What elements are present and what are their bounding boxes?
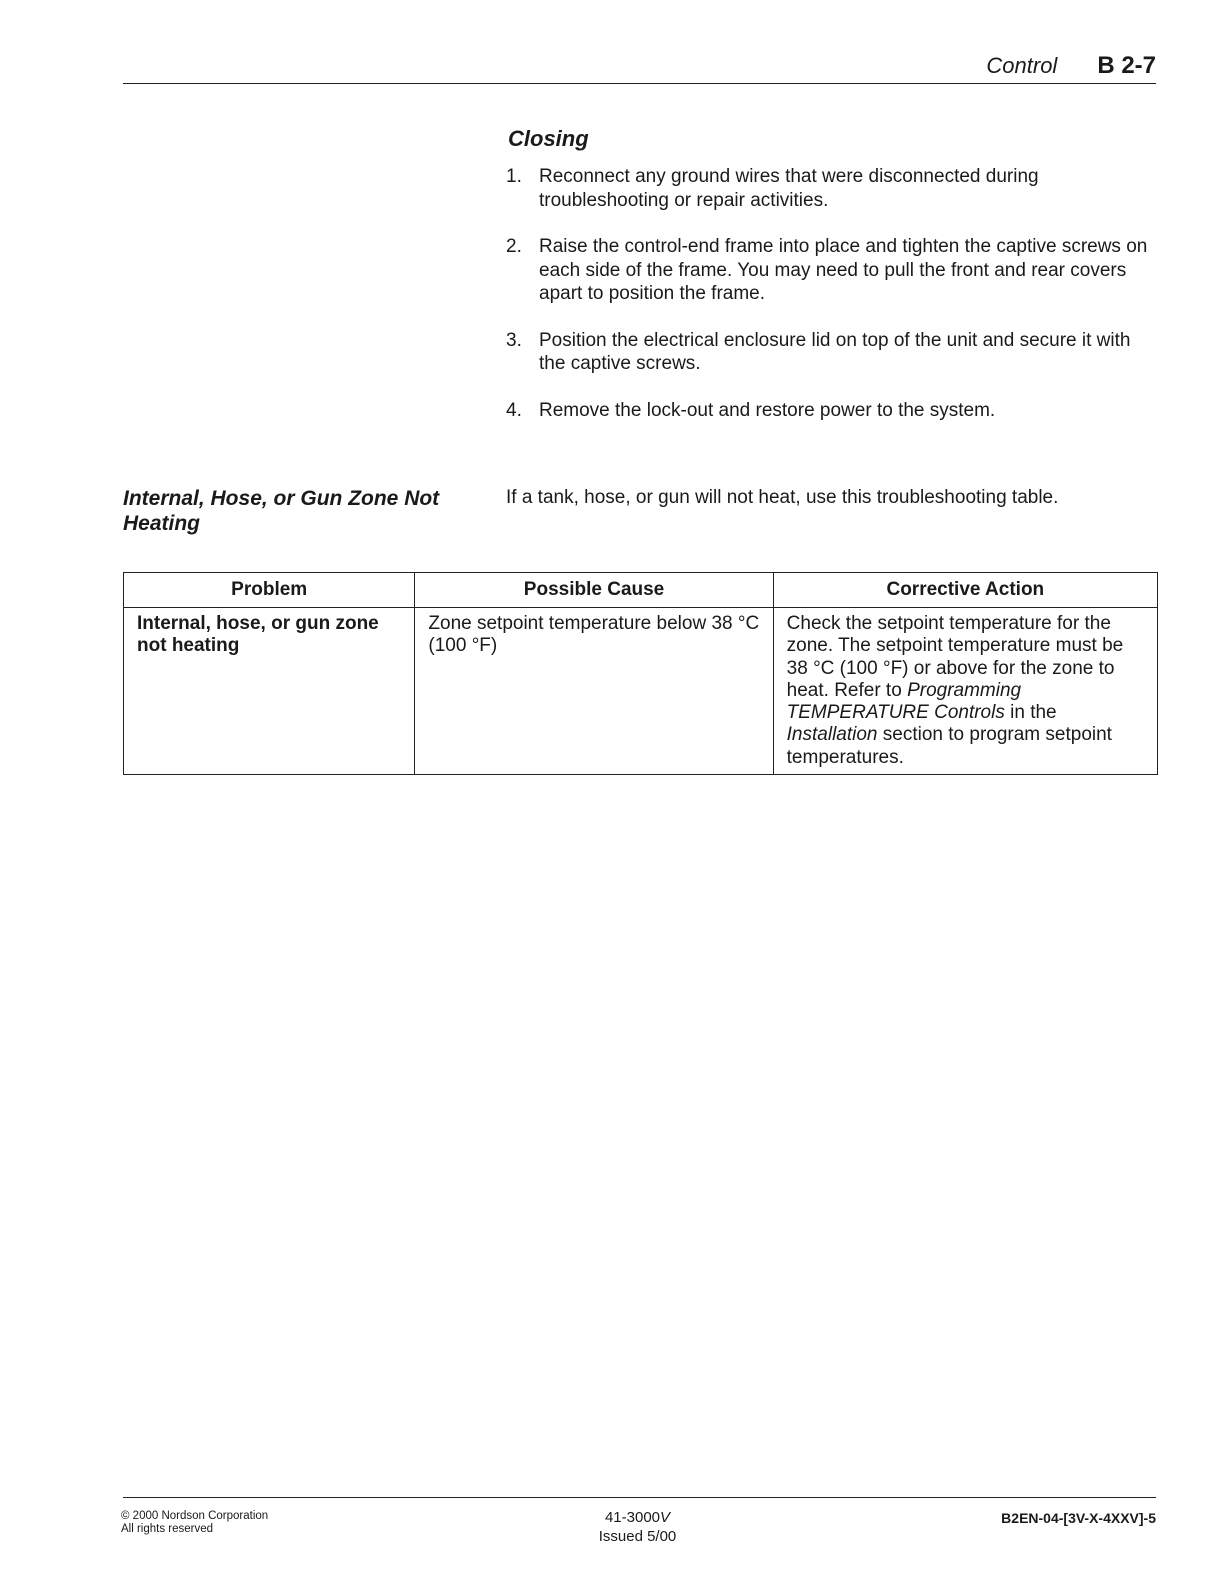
- column-header-cause: Possible Cause: [415, 573, 773, 608]
- closing-title: Closing: [508, 126, 589, 151]
- header-divider: [123, 83, 1156, 84]
- page-header: [986, 52, 1156, 80]
- reference-installation: Installation: [786, 724, 878, 746]
- action-cell: [773, 608, 1157, 775]
- step-number: 1.: [506, 166, 522, 187]
- step-item: [506, 235, 1156, 306]
- step-number: 4.: [506, 399, 522, 421]
- intro-text: If a tank, hose, or gun will not heat, use this troubleshooting table.: [506, 487, 1059, 508]
- column-header-problem: Problem: [124, 573, 415, 608]
- table-row: [124, 608, 1158, 775]
- column-header-action: Corrective Action: [773, 573, 1157, 608]
- part-number-suffix: V: [660, 1509, 671, 1526]
- document-code: B2EN-04-[3V-X-4XXV]-5: [1001, 1510, 1156, 1526]
- cause-cell: Zone setpoint temperature below 38 °C (100 °F): [415, 608, 773, 775]
- table-header-row: [124, 573, 1158, 608]
- reference-programming: Programming TEMPERATURE Controls: [786, 679, 1022, 724]
- issue-date: Issued 5/00: [598, 1528, 677, 1545]
- part-number-base: 41-3000: [604, 1509, 661, 1526]
- closing-steps: [506, 165, 1156, 445]
- copyright-line: © 2000 Nordson Corporation: [121, 1510, 269, 1522]
- step-item: [506, 329, 1156, 376]
- action-text: Check the setpoint temperature for the zone. The setpoint temperature must be 38 °C (100 °F) or above for the zone to heat. Refer to: [786, 613, 1124, 701]
- section-heading: Internal, Hose, or Gun Zone Not Heating: [123, 487, 440, 535]
- part-number: [580, 1508, 695, 1527]
- step-text: Position the electrical enclosure lid on top of the unit and secure it with the captive screws.: [539, 329, 1131, 374]
- rights-line: All rights reserved: [121, 1523, 214, 1535]
- step-item: [506, 399, 1156, 423]
- troubleshooting-table: [123, 572, 1158, 775]
- step-item: [506, 165, 1156, 212]
- copyright: [121, 1510, 268, 1536]
- page-number: B 2-7: [1097, 52, 1156, 79]
- footer-divider: [123, 1497, 1156, 1498]
- action-text: in the: [1004, 702, 1057, 724]
- step-number: 3.: [506, 329, 522, 351]
- document-info: [580, 1508, 695, 1546]
- action-text: section to program setpoint temperatures.: [786, 724, 1112, 768]
- section-name: Control: [986, 53, 1058, 78]
- step-text: Remove the lock-out and restore power to the system.: [539, 399, 996, 421]
- step-text: Raise the control-end frame into place and tighten the captive screws on each side of the frame. You may need to pull the front and rear covers apart to position the frame.: [539, 236, 1148, 304]
- step-number: 2.: [506, 236, 522, 257]
- problem-cell: Internal, hose, or gun zone not heating: [124, 608, 415, 775]
- step-text: Reconnect any ground wires that were disconnected during troubleshooting or repair activities.: [539, 166, 1039, 211]
